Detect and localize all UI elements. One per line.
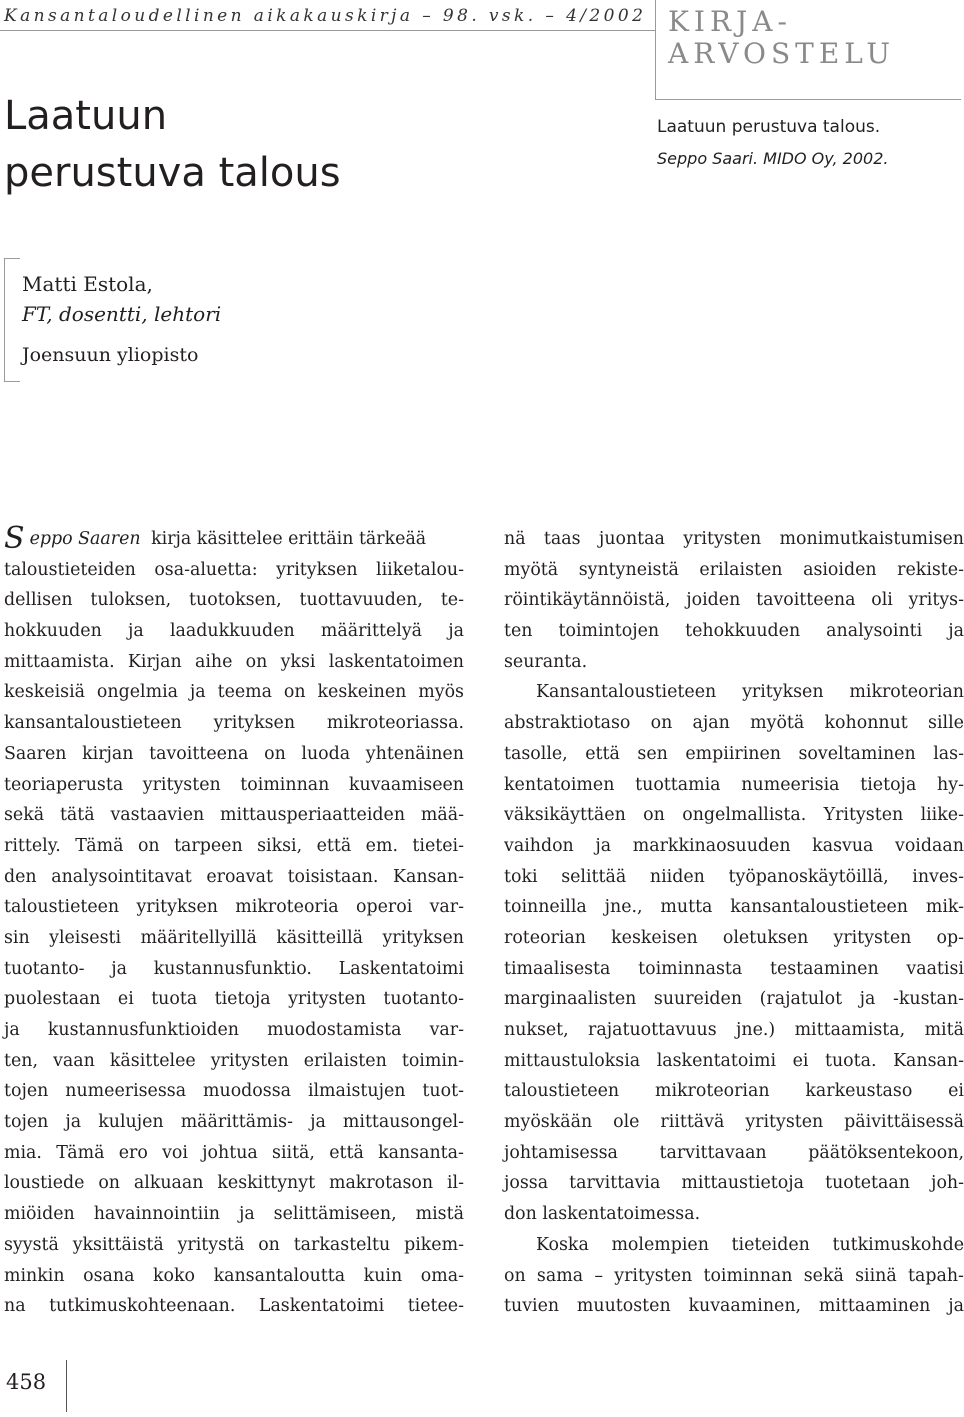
body-line: nä taas juontaa yritysten monimutkaistumisen (504, 529, 964, 549)
body-line: syystä yksittäistä yritystä on tarkasteltu pikem- (4, 1234, 464, 1255)
drop-cap: S (4, 521, 25, 556)
section-label: KIRJA- ARVOSTELU (668, 5, 895, 70)
body-line: dellisen tuloksen, tuotoksen, tuottavuuden, te- (4, 590, 464, 611)
body-line: myöskään ole riittävä yritysten päivittäisessä (504, 1112, 964, 1133)
author-bracket (4, 258, 20, 382)
body-line: den analysointitavat eroavat toisistaan. Kansan- (4, 866, 464, 887)
body-line: miöiden havainnointiin ja selittämiseen, mistä (4, 1204, 464, 1225)
body-line: röintikäytännöistä, joiden tavoitteena oli yritys- (504, 590, 964, 611)
body-line: sekä tätä vastaavien mittausperiaatteiden mää- (4, 805, 464, 826)
body-line: sin yleisesti määritellyillä käsitteillä yrityksen (4, 927, 464, 948)
author-name: Matti Estola, (22, 272, 153, 296)
reviewed-book-info: Seppo Saari. MIDO Oy, 2002. (657, 149, 889, 168)
body-line: seuranta. (504, 651, 588, 672)
body-line: tuotanto- ja kustannusfunktio. Laskentatoimi (4, 958, 464, 979)
body-line: hokkuuden ja laadukkuuden määrittelyä ja (4, 621, 464, 642)
body-line: kansantaloustieteen yrityksen mikroteoriassa. (4, 713, 464, 734)
body-line: Saaren kirjan tavoitteena on luoda yhtenäinen (4, 743, 464, 764)
body-line: taloustieteiden osa-aluetta: yrityksen liiketalou- (4, 559, 464, 580)
body-line: kirja käsittelee erittäin tärkeää (145, 529, 427, 549)
header-divider (0, 30, 655, 31)
body-line: tuvien muutosten kuvaaminen, mittaaminen ja (504, 1296, 964, 1317)
body-line: rittely. Tämä on tarpeen siksi, että em. tietei- (4, 835, 464, 856)
body-line: nukset, rajatuottavuus jne.) mittaamista, mitä (504, 1020, 964, 1040)
footer-divider (66, 1360, 67, 1412)
body-line: abstraktiotaso on ajan myötä kohonnut sille (504, 713, 964, 734)
body-line: timaalisesta toiminnasta testaaminen vaatisi (504, 958, 964, 979)
body-line: taloustieteen mikroteorian karkeustaso ei (504, 1081, 964, 1102)
body-first-line (4, 521, 464, 556)
body-line: minkin osana koko kansantaloutta kuin oma- (4, 1265, 464, 1286)
body-line: mittaamista. Kirjan aihe on yksi laskentatoimen (4, 651, 464, 672)
body-line: vaihdon ja markkinaosuuden kasvua voidaan (504, 835, 964, 856)
body-line: on sama – yritysten toiminnan sekä siinä tapah- (504, 1265, 964, 1286)
body-line: ten toimintojen tehokkuuden analysointi ja (504, 621, 964, 642)
body-line: johtamisessa tarvittavaan päätöksentekoon, (504, 1142, 964, 1163)
body-line: marginaalisten suureiden (rajatulot ja -kustan- (504, 989, 964, 1010)
reviewed-book-title: Laatuun perustuva talous. (657, 117, 881, 137)
page-number: 458 (6, 1370, 47, 1394)
body-line: Kansantaloustieteen yrityksen mikroteorian (536, 682, 964, 703)
journal-header: Kansantaloudellinen aikakauskirja – 98. vsk. – 4/2002 (4, 6, 647, 26)
body-column-left (4, 521, 464, 1322)
body-line: don laskentatoimessa. (504, 1204, 701, 1225)
body-line: jossa tarvittavia mittaustietoja tuotetaan joh- (504, 1173, 964, 1194)
body-line: Koska molempien tieteiden tutkimuskohde (536, 1234, 964, 1255)
body-line: loustiede on alkuaan keskittynyt makrotason il- (4, 1173, 464, 1194)
body-line: ja kustannusfunktioiden muodostamista var- (4, 1020, 464, 1040)
body-line: toinneilla jne., mutta kansantaloustieteen mik- (504, 897, 964, 918)
body-line: tojen ja kulujen määrittämis- ja mittausongel- (4, 1112, 464, 1133)
author-title: FT, dosentti, lehtori (22, 302, 222, 326)
article-title: Laatuun perustuva talous (4, 93, 341, 196)
body-line: ten, vaan käsittelee yritysten erilaisten toimin- (4, 1050, 464, 1071)
book-author-reference: eppo Saaren (29, 529, 141, 549)
body-line: teoriaperusta yritysten toiminnan kuvaamiseen (4, 774, 464, 795)
body-column-right (504, 524, 964, 1322)
body-line: mia. Tämä ero voi johtua siitä, että kansanta- (4, 1142, 464, 1163)
body-line: puolestaan ei tuota tietoja yritysten tuotanto- (4, 989, 464, 1010)
body-line: tasolle, että sen empiirinen soveltaminen las- (504, 743, 964, 764)
body-line: roteorian keskeisen oletuksen yritysten op- (504, 927, 964, 948)
body-line: taloustieteen yrityksen mikroteoria operoi var- (4, 897, 464, 918)
body-line: myötä syntyneistä erilaisten asioiden rekiste- (504, 559, 964, 580)
section-label-box (655, 0, 961, 100)
body-line: kentatoimen tuottamia numeerisia tietoja hy- (504, 774, 964, 795)
body-line: mittaustuloksia laskentatoimi ei tuota. Kansan- (504, 1050, 964, 1071)
body-line: toki selittää niiden työpanoskäytöillä, inves- (504, 866, 964, 887)
body-line: väksikäyttäen on ongelmallista. Yritysten liike- (504, 805, 964, 826)
body-line: tojen numeerisessa muodossa ilmaistujen tuot- (4, 1081, 464, 1102)
author-affiliation: Joensuun yliopisto (22, 344, 199, 366)
body-line: keskeisiä ongelmia ja teema on keskeinen myös (4, 682, 464, 703)
body-line: na tutkimuskohteenaan. Laskentatoimi tietee- (4, 1296, 464, 1317)
